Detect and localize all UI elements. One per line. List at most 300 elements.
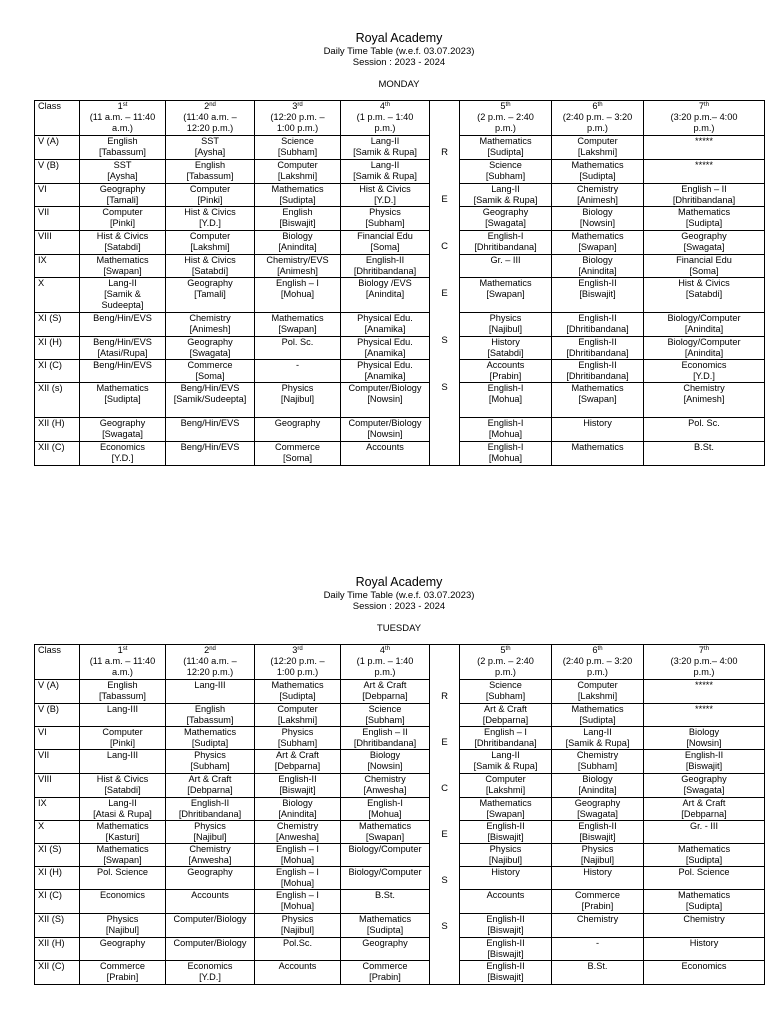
cell-line: [Subham] bbox=[485, 691, 526, 701]
cell-line: English – I bbox=[276, 867, 319, 877]
table-row bbox=[35, 890, 765, 914]
period-time: (11:40 a.m. – bbox=[183, 656, 237, 666]
period-time: (2:40 p.m. – 3:20 bbox=[562, 112, 633, 122]
subject-cell bbox=[255, 867, 341, 890]
period-number bbox=[167, 101, 253, 112]
cell-line: [Swagata] bbox=[189, 348, 231, 358]
period-number bbox=[553, 101, 642, 112]
subject-cell bbox=[255, 914, 341, 938]
cell-line: Biology/Computer bbox=[667, 313, 741, 323]
cell-line: [Tabassum] bbox=[99, 147, 146, 157]
subject-cell bbox=[341, 867, 430, 890]
class-cell: XI (C) bbox=[35, 890, 80, 914]
cell-line: [Anamika] bbox=[364, 371, 406, 381]
table-row bbox=[35, 278, 765, 313]
cell-line: SST bbox=[201, 136, 219, 146]
cell-line: [Pinki] bbox=[109, 738, 136, 748]
table-row bbox=[35, 136, 765, 160]
cell-line: [Satabdi] bbox=[487, 348, 524, 358]
cell-line: History bbox=[689, 938, 719, 948]
period-ordinal: nd bbox=[209, 102, 216, 108]
subject-cell bbox=[341, 278, 430, 313]
cell-line: [Sudipta] bbox=[279, 691, 316, 701]
subject-cell bbox=[460, 727, 552, 750]
cell-line: Sudeepta] bbox=[101, 300, 144, 310]
subject-cell bbox=[80, 313, 166, 337]
cell-line: [Biswajit] bbox=[579, 832, 616, 842]
subject-cell bbox=[552, 160, 644, 184]
cell-line: [Satabdi] bbox=[685, 289, 723, 299]
cell-line: English – I bbox=[276, 844, 319, 854]
cell-line: Beng/Hin/EVS bbox=[180, 442, 240, 452]
period-time: (2 p.m. – 2:40 bbox=[477, 656, 534, 666]
cell-line: [Biswajit] bbox=[487, 972, 524, 982]
cell-line: English bbox=[107, 136, 138, 146]
period-header bbox=[460, 101, 552, 136]
cell-line: Gr. – III bbox=[490, 255, 521, 265]
cell-line: English-I bbox=[487, 383, 524, 393]
cell-line: Chemistry bbox=[683, 383, 725, 393]
period-ordinal: rd bbox=[297, 646, 303, 652]
class-cell: IX bbox=[35, 798, 80, 821]
subject-cell bbox=[80, 961, 166, 985]
subject-cell bbox=[460, 207, 552, 231]
cell-line: [Sudipta] bbox=[685, 218, 723, 228]
subject-cell bbox=[552, 313, 644, 337]
period-number bbox=[342, 645, 428, 656]
subject-cell bbox=[166, 798, 255, 821]
cell-line: [Y.D.] bbox=[693, 371, 715, 381]
period-num: 6 bbox=[592, 101, 598, 111]
cell-line: [Sudipta] bbox=[685, 901, 723, 911]
cell-line: Physics bbox=[194, 821, 226, 831]
period-num: 1 bbox=[117, 101, 123, 111]
period-time: p.m.) bbox=[587, 667, 608, 677]
recess-letter: E bbox=[441, 829, 448, 840]
table-row bbox=[35, 313, 765, 337]
subject-cell bbox=[552, 383, 644, 418]
class-cell: XI (S) bbox=[35, 313, 80, 337]
cell-line: Biology /EVS bbox=[358, 278, 412, 288]
cell-line: Geography bbox=[99, 418, 146, 428]
table-row bbox=[35, 961, 765, 985]
period-num: 3 bbox=[292, 101, 298, 111]
class-cell: V (A) bbox=[35, 136, 80, 160]
cell-line: Science bbox=[281, 136, 314, 146]
period-ordinal: nd bbox=[209, 646, 216, 652]
cell-line: [Animesh] bbox=[189, 324, 231, 334]
cell-line: Pol. Sc. bbox=[281, 337, 314, 347]
subject-cell bbox=[460, 750, 552, 774]
cell-line: English bbox=[194, 160, 226, 170]
subject-cell bbox=[552, 961, 644, 985]
cell-line: [Kasturi] bbox=[105, 832, 140, 842]
period-time: 12:20 p.m.) bbox=[186, 123, 234, 133]
class-cell: V (B) bbox=[35, 160, 80, 184]
cell-line: Biology bbox=[688, 727, 720, 737]
cell-line: [Swapan] bbox=[103, 266, 142, 276]
cell-line: [Swapan] bbox=[365, 832, 405, 842]
cell-line: English-II bbox=[190, 798, 230, 808]
class-cell: XII (H) bbox=[35, 418, 80, 442]
period-num: 7 bbox=[698, 645, 705, 655]
period-number bbox=[553, 645, 642, 656]
subject-cell bbox=[255, 418, 341, 442]
period-number bbox=[645, 645, 763, 656]
period-ordinal: st bbox=[122, 102, 128, 108]
recess-letter: C bbox=[441, 241, 448, 252]
cell-line: [Mohua] bbox=[280, 878, 315, 888]
table-row bbox=[35, 360, 765, 383]
period-time: 1:00 p.m.) bbox=[276, 667, 319, 677]
table-row bbox=[35, 337, 765, 360]
cell-line: English-II bbox=[578, 313, 617, 323]
cell-line: Mathematics bbox=[677, 890, 731, 900]
subject-cell bbox=[255, 160, 341, 184]
cell-line: Mathematics bbox=[271, 313, 324, 323]
period-num: 4 bbox=[379, 645, 386, 655]
subject-cell bbox=[80, 914, 166, 938]
cell-line: Mathematics bbox=[96, 844, 149, 854]
period-number bbox=[167, 645, 253, 656]
cell-line: Science bbox=[368, 704, 402, 714]
subject-cell bbox=[341, 313, 430, 337]
period-ordinal: th bbox=[385, 646, 391, 652]
period-time: p.m.) bbox=[374, 123, 396, 133]
cell-line: Geography bbox=[681, 231, 727, 241]
subject-cell bbox=[341, 844, 430, 867]
period-num: 2 bbox=[204, 101, 210, 111]
subject-cell bbox=[341, 231, 430, 255]
cell-line: [Mohua] bbox=[488, 429, 523, 439]
period-time: p.m.) bbox=[495, 123, 516, 133]
cell-line: [Samik & Rupa] bbox=[565, 738, 630, 748]
cell-line: [Swapan] bbox=[486, 809, 525, 819]
subject-cell bbox=[255, 961, 341, 985]
subject-cell bbox=[80, 184, 166, 207]
subject-cell bbox=[166, 418, 255, 442]
cell-line: [Debparna] bbox=[681, 809, 727, 819]
period-time: 1:00 p.m.) bbox=[276, 123, 319, 133]
cell-line: Physics bbox=[489, 313, 522, 323]
subject-cell bbox=[644, 774, 765, 798]
subject-cell bbox=[80, 207, 166, 231]
period-time: p.m.) bbox=[693, 123, 715, 133]
subject-cell bbox=[255, 136, 341, 160]
cell-line: English-II bbox=[578, 360, 617, 370]
cell-line: Economics bbox=[681, 360, 727, 370]
cell-line: ***** bbox=[695, 136, 713, 146]
period-num: 5 bbox=[500, 645, 506, 655]
subject-cell bbox=[255, 207, 341, 231]
subject-cell bbox=[255, 184, 341, 207]
cell-line: English-I bbox=[487, 418, 524, 428]
subject-cell bbox=[552, 442, 644, 466]
cell-line: Physics bbox=[369, 207, 401, 217]
cell-line: [Subham] bbox=[365, 218, 405, 228]
subject-cell bbox=[341, 890, 430, 914]
subject-cell bbox=[552, 774, 644, 798]
cell-line: [Pinki] bbox=[109, 218, 136, 228]
period-time: (11 a.m. – 11:40 bbox=[89, 656, 156, 666]
cell-line: ***** bbox=[695, 160, 713, 170]
subject-cell bbox=[166, 821, 255, 844]
cell-line: [Sudipta] bbox=[487, 147, 524, 157]
subject-cell bbox=[80, 867, 166, 890]
table-row bbox=[35, 798, 765, 821]
cell-line: Gr. - III bbox=[689, 821, 719, 831]
subject-cell bbox=[460, 914, 552, 938]
subject-cell bbox=[460, 798, 552, 821]
class-cell: XII (s) bbox=[35, 383, 80, 418]
cell-line: Accounts bbox=[486, 360, 525, 370]
cell-line: [Atasi/Rupa] bbox=[97, 348, 148, 358]
cell-line: Computer bbox=[577, 136, 618, 146]
table-row bbox=[35, 704, 765, 727]
cell-line: [Debparna] bbox=[187, 785, 233, 795]
subject-cell bbox=[552, 844, 644, 867]
period-num: 6 bbox=[592, 645, 598, 655]
cell-line: [Animesh] bbox=[277, 266, 318, 276]
cell-line: [Swapan] bbox=[103, 855, 142, 865]
subject-cell bbox=[341, 184, 430, 207]
cell-line: Hist & Civics bbox=[96, 774, 149, 784]
period-time: (12:20 p.m. – bbox=[270, 112, 325, 122]
cell-line: SST bbox=[113, 160, 132, 170]
table-row bbox=[35, 160, 765, 184]
class-cell: XII (S) bbox=[35, 914, 80, 938]
cell-line: [Soma] bbox=[282, 453, 313, 463]
period-number bbox=[256, 101, 339, 112]
subject-cell bbox=[80, 442, 166, 466]
cell-line: Biology bbox=[582, 774, 613, 784]
class-cell: IX bbox=[35, 255, 80, 278]
subject-cell bbox=[460, 184, 552, 207]
period-header bbox=[80, 645, 166, 680]
subject-cell bbox=[341, 255, 430, 278]
cell-line: [Biswajit] bbox=[279, 218, 316, 228]
subject-cell bbox=[341, 136, 430, 160]
cell-line: Lang-III bbox=[106, 704, 139, 714]
subject-cell bbox=[341, 750, 430, 774]
subject-cell bbox=[255, 278, 341, 313]
cell-line: ***** bbox=[695, 704, 713, 714]
cell-line: [Y.D.] bbox=[199, 218, 221, 228]
cell-line: English – I bbox=[484, 727, 527, 737]
period-num: 5 bbox=[500, 101, 506, 111]
cell-line: English-II bbox=[278, 774, 317, 784]
subject-cell bbox=[166, 680, 255, 704]
cell-line: [Nowsin] bbox=[367, 429, 403, 439]
cell-line: Computer bbox=[277, 704, 318, 714]
cell-line: [Najibul] bbox=[488, 855, 523, 865]
cell-line: [Debparna] bbox=[362, 691, 408, 701]
subject-cell bbox=[552, 680, 644, 704]
recess-letter: R bbox=[441, 691, 448, 702]
cell-line: Lang-II bbox=[108, 278, 137, 288]
cell-line: Accounts bbox=[486, 890, 525, 900]
cell-line: [Pinki] bbox=[197, 195, 223, 205]
cell-line: [Najibul] bbox=[580, 855, 615, 865]
subject-cell bbox=[644, 442, 765, 466]
period-time: (1 p.m. – 1:40 bbox=[356, 656, 414, 666]
subject-cell bbox=[644, 938, 765, 961]
subject-cell bbox=[80, 727, 166, 750]
class-cell: XI (S) bbox=[35, 844, 80, 867]
period-time: (2:40 p.m. – 3:20 bbox=[562, 656, 633, 666]
cell-line: Physical Edu. bbox=[357, 313, 413, 323]
cell-line: [Satabdi] bbox=[191, 266, 229, 276]
cell-line: [Tabassum] bbox=[99, 691, 146, 701]
subject-cell bbox=[460, 704, 552, 727]
period-time: p.m.) bbox=[693, 667, 715, 677]
cell-line: [Sudipta] bbox=[579, 715, 616, 725]
table-row bbox=[35, 184, 765, 207]
cell-line: [Swagata] bbox=[102, 429, 143, 439]
cell-line: English bbox=[194, 704, 226, 714]
subject-cell bbox=[341, 418, 430, 442]
recess-letter: E bbox=[441, 288, 448, 299]
cell-line: [Animesh] bbox=[683, 394, 725, 404]
cell-line: [Aysha] bbox=[194, 147, 226, 157]
cell-line: Accounts bbox=[278, 961, 317, 971]
cell-line: English bbox=[282, 207, 313, 217]
cell-line: History bbox=[583, 418, 612, 428]
cell-line: Chemistry bbox=[576, 914, 619, 924]
subject-cell bbox=[80, 136, 166, 160]
period-number bbox=[81, 101, 164, 112]
cell-line: Physics bbox=[581, 844, 614, 854]
subject-cell bbox=[341, 680, 430, 704]
class-cell: X bbox=[35, 278, 80, 313]
cell-line: English-I bbox=[487, 231, 524, 241]
period-header bbox=[166, 645, 255, 680]
cell-line: Commerce bbox=[362, 961, 408, 971]
cell-line: English-II bbox=[486, 821, 525, 831]
cell-line: [Samik & bbox=[104, 289, 141, 299]
cell-line: [Mohua] bbox=[280, 901, 315, 911]
cell-line: - bbox=[595, 938, 600, 948]
cell-line: Physics bbox=[489, 844, 522, 854]
cell-line: Physical Edu. bbox=[357, 360, 413, 370]
subject-cell bbox=[166, 255, 255, 278]
cell-line: Lang-II bbox=[491, 750, 520, 760]
subject-cell bbox=[255, 821, 341, 844]
cell-line: Chemistry bbox=[576, 750, 619, 760]
cell-line: [Prabin] bbox=[489, 371, 522, 381]
cell-line: English-II bbox=[486, 914, 525, 924]
subject-cell bbox=[552, 890, 644, 914]
period-time: p.m.) bbox=[495, 667, 516, 677]
subject-cell bbox=[460, 890, 552, 914]
cell-line: Mathematics bbox=[271, 184, 324, 194]
cell-line: English-II bbox=[578, 278, 617, 288]
cell-line: Chemistry/EVS bbox=[266, 255, 329, 265]
cell-line: Mathematics bbox=[183, 727, 237, 737]
period-num: 4 bbox=[379, 101, 386, 111]
subject-cell bbox=[644, 727, 765, 750]
class-cell: XII (C) bbox=[35, 961, 80, 985]
subject-cell bbox=[644, 798, 765, 821]
cell-line: Lang-II bbox=[108, 798, 137, 808]
table-row bbox=[35, 231, 765, 255]
cell-line: Biology bbox=[282, 798, 313, 808]
cell-line: English – II bbox=[681, 184, 727, 194]
period-time: (12:20 p.m. – bbox=[270, 656, 325, 666]
subject-cell bbox=[552, 821, 644, 844]
period-ordinal: rd bbox=[297, 102, 303, 108]
table-row bbox=[35, 442, 765, 466]
subject-cell bbox=[80, 418, 166, 442]
school-name: Royal Academy bbox=[355, 31, 443, 45]
cell-line: Science bbox=[489, 680, 522, 690]
cell-line: [Biswajit] bbox=[487, 832, 524, 842]
cell-line: Hist & Civics bbox=[96, 231, 149, 241]
cell-line: Mathematics bbox=[96, 255, 149, 265]
cell-line: Geography bbox=[362, 938, 408, 948]
period-number bbox=[461, 645, 550, 656]
recess-column bbox=[430, 645, 460, 985]
subject-cell bbox=[552, 798, 644, 821]
cell-line: [Anwesha] bbox=[188, 855, 232, 865]
subject-cell bbox=[460, 337, 552, 360]
subject-cell bbox=[644, 961, 765, 985]
class-header: Class bbox=[35, 101, 80, 136]
cell-line: [Lakshmi] bbox=[485, 785, 526, 795]
cell-line: [Najibul] bbox=[280, 925, 315, 935]
subject-cell bbox=[460, 160, 552, 184]
subject-cell bbox=[644, 890, 765, 914]
subject-cell bbox=[255, 231, 341, 255]
cell-line: Commerce bbox=[100, 961, 145, 971]
subject-cell bbox=[166, 360, 255, 383]
cell-line: Mathematics bbox=[571, 160, 624, 170]
cell-line: Geography bbox=[99, 938, 146, 948]
page-header bbox=[34, 575, 764, 634]
table-row bbox=[35, 207, 765, 231]
table-row bbox=[35, 774, 765, 798]
cell-line: Art & Craft bbox=[188, 774, 232, 784]
cell-line: Computer bbox=[277, 160, 318, 170]
period-time: (3:20 p.m.– 4:00 bbox=[670, 112, 738, 122]
period-ordinal: th bbox=[597, 646, 603, 652]
header-row bbox=[35, 645, 765, 680]
recess-letters bbox=[431, 645, 458, 967]
cell-line: Lang-II bbox=[583, 727, 612, 737]
subject-cell bbox=[166, 914, 255, 938]
header-row bbox=[35, 101, 765, 136]
subject-cell bbox=[255, 360, 341, 383]
cell-line: [Sudipta] bbox=[191, 738, 229, 748]
subject-cell bbox=[255, 704, 341, 727]
cell-line: Geography bbox=[187, 867, 233, 877]
period-number bbox=[461, 101, 550, 112]
recess-letters bbox=[431, 101, 458, 429]
cell-line: [Najibul] bbox=[280, 394, 315, 404]
subject-cell bbox=[460, 313, 552, 337]
period-time: (2 p.m. – 2:40 bbox=[477, 112, 534, 122]
period-ordinal: th bbox=[704, 646, 710, 652]
table-row bbox=[35, 418, 765, 442]
subject-cell bbox=[166, 383, 255, 418]
subject-cell bbox=[255, 938, 341, 961]
recess-letter: R bbox=[441, 147, 448, 158]
cell-line: Lang-III bbox=[106, 750, 139, 760]
cell-line: Computer/Biology bbox=[173, 914, 247, 924]
subject-cell bbox=[80, 231, 166, 255]
cell-line: Mathematics bbox=[571, 383, 624, 393]
period-number bbox=[342, 101, 428, 112]
